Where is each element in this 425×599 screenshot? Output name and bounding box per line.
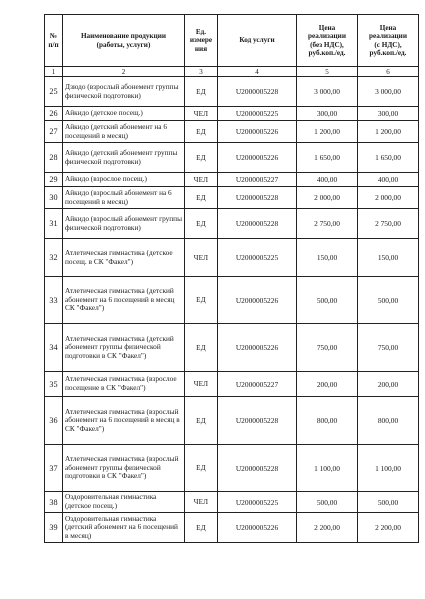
price-with-vat: 200,00: [358, 372, 419, 397]
service-code: U2000005226: [218, 121, 297, 143]
service-name: Атлетическая гимнастика (взрослое посещение в СК "Факел"): [63, 372, 185, 397]
column-number: 6: [358, 67, 419, 77]
service-name: Оздоровительная гимнастика (детский абонемент на 6 посещений в месяц): [63, 513, 185, 543]
price-with-vat: 1 200,00: [358, 121, 419, 143]
price-without-vat: 400,00: [297, 173, 358, 187]
unit-of-measure: ЧЕЛ: [185, 239, 218, 277]
service-name: Айкидо (взрослый абонемент на 6 посещений в месяц): [63, 187, 185, 209]
service-code: U2000005227: [218, 372, 297, 397]
table-row: [45, 173, 419, 187]
service-name: Оздоровительная гимнастика (детское посещ.): [63, 492, 185, 513]
row-number: 27: [45, 121, 63, 143]
unit-of-measure: ЕД: [185, 513, 218, 543]
price-with-vat: 750,00: [358, 324, 419, 372]
price-with-vat: 2 200,00: [358, 513, 419, 543]
price-with-vat: 2 750,00: [358, 209, 419, 239]
price-without-vat: 150,00: [297, 239, 358, 277]
unit-of-measure: ЕД: [185, 445, 218, 492]
unit-of-measure: ЧЕЛ: [185, 173, 218, 187]
row-number: 26: [45, 107, 63, 121]
service-code: U2000005225: [218, 492, 297, 513]
service-code: U2000005225: [218, 239, 297, 277]
price-with-vat: 1 100,00: [358, 445, 419, 492]
row-number: 32: [45, 239, 63, 277]
unit-of-measure: ЕД: [185, 324, 218, 372]
price-without-vat: 500,00: [297, 277, 358, 324]
column-number-row: [45, 67, 419, 77]
price-with-vat: 3 000,00: [358, 77, 419, 107]
price-table: [44, 14, 419, 543]
unit-of-measure: ЧЕЛ: [185, 492, 218, 513]
row-number: 37: [45, 445, 63, 492]
row-number: 31: [45, 209, 63, 239]
unit-of-measure: ЕД: [185, 209, 218, 239]
row-number: 29: [45, 173, 63, 187]
service-name: Атлетическая гимнастика (детское посещ. в СК "Факел"): [63, 239, 185, 277]
service-code: U2000005228: [218, 77, 297, 107]
unit-of-measure: ЕД: [185, 121, 218, 143]
price-without-vat: 200,00: [297, 372, 358, 397]
service-code: U2000005228: [218, 397, 297, 445]
service-name: Атлетическая гимнастика (детский абонемент группы физической подготовки в СК "Факел"): [63, 324, 185, 372]
price-without-vat: 750,00: [297, 324, 358, 372]
service-code: U2000005228: [218, 445, 297, 492]
price-without-vat: 2 750,00: [297, 209, 358, 239]
service-name: Айкидо (детский абонемент на 6 посещений в месяц): [63, 121, 185, 143]
row-number: 30: [45, 187, 63, 209]
price-with-vat: 500,00: [358, 492, 419, 513]
table-row: [45, 239, 419, 277]
service-code: U2000005226: [218, 277, 297, 324]
price-with-vat: 150,00: [358, 239, 419, 277]
price-with-vat: 2 000,00: [358, 187, 419, 209]
service-name: Атлетическая гимнастика (детский абонемент на 6 посещений в месяц СК "Факел"): [63, 277, 185, 324]
table-row: [45, 445, 419, 492]
row-number: 33: [45, 277, 63, 324]
table-row: [45, 107, 419, 121]
header-name: Наименование продукции (работы, услуги): [63, 15, 185, 67]
table-row: [45, 492, 419, 513]
unit-of-measure: ЧЕЛ: [185, 372, 218, 397]
price-without-vat: 1 650,00: [297, 143, 358, 173]
header-code: Код услуги: [218, 15, 297, 67]
unit-of-measure: ЕД: [185, 187, 218, 209]
header-price-no-vat: Цена реализации (без НДС), руб.коп./ед.: [297, 15, 358, 67]
table-row: [45, 209, 419, 239]
table-row: [45, 77, 419, 107]
unit-of-measure: ЕД: [185, 77, 218, 107]
price-without-vat: 800,00: [297, 397, 358, 445]
service-code: U2000005228: [218, 209, 297, 239]
service-name: Айкидо (взрослое посещ.): [63, 173, 185, 187]
service-name: Айкидо (взрослый абонемент группы физической подготовки): [63, 209, 185, 239]
row-number: 34: [45, 324, 63, 372]
price-without-vat: 1 100,00: [297, 445, 358, 492]
column-number: 1: [45, 67, 63, 77]
price-with-vat: 300,00: [358, 107, 419, 121]
header-price-vat: Цена реализации (с НДС), руб.коп./ед.: [358, 15, 419, 67]
column-number: 4: [218, 67, 297, 77]
header-row: [45, 15, 419, 67]
header-num: № п/п: [45, 15, 63, 67]
table-row: [45, 143, 419, 173]
service-code: U2000005225: [218, 107, 297, 121]
service-code: U2000005226: [218, 324, 297, 372]
column-number: 5: [297, 67, 358, 77]
price-without-vat: 2 000,00: [297, 187, 358, 209]
service-code: U2000005228: [218, 187, 297, 209]
price-list-sheet: [44, 14, 418, 543]
service-code: U2000005227: [218, 173, 297, 187]
table-row: [45, 513, 419, 543]
table-row: [45, 121, 419, 143]
price-without-vat: 300,00: [297, 107, 358, 121]
service-name: Айкидо (детский абонемент группы физической подготовки): [63, 143, 185, 173]
price-with-vat: 1 650,00: [358, 143, 419, 173]
column-number: 3: [185, 67, 218, 77]
price-with-vat: 500,00: [358, 277, 419, 324]
price-with-vat: 800,00: [358, 397, 419, 445]
row-number: 39: [45, 513, 63, 543]
service-name: Айкидо (детское посещ.): [63, 107, 185, 121]
row-number: 28: [45, 143, 63, 173]
price-with-vat: 400,00: [358, 173, 419, 187]
unit-of-measure: ЕД: [185, 143, 218, 173]
service-name: Атлетическая гимнастика (взрослый абонемент на 6 посещений в месяц в СК "Факел"): [63, 397, 185, 445]
unit-of-measure: ЧЕЛ: [185, 107, 218, 121]
service-name: Дзюдо (взрослый абонемент группы физической подготовки): [63, 77, 185, 107]
table-row: [45, 187, 419, 209]
price-without-vat: 500,00: [297, 492, 358, 513]
table-row: [45, 372, 419, 397]
header-unit: Ед. измере ния: [185, 15, 218, 67]
service-name: Атлетическая гимнастика (взрослый абонемент группы физической подготовки в СК "Факел"): [63, 445, 185, 492]
row-number: 38: [45, 492, 63, 513]
column-number: 2: [63, 67, 185, 77]
unit-of-measure: ЕД: [185, 397, 218, 445]
row-number: 36: [45, 397, 63, 445]
row-number: 25: [45, 77, 63, 107]
unit-of-measure: ЕД: [185, 277, 218, 324]
service-code: U2000005226: [218, 513, 297, 543]
price-without-vat: 3 000,00: [297, 77, 358, 107]
table-row: [45, 324, 419, 372]
table-row: [45, 397, 419, 445]
price-without-vat: 1 200,00: [297, 121, 358, 143]
row-number: 35: [45, 372, 63, 397]
table-row: [45, 277, 419, 324]
price-without-vat: 2 200,00: [297, 513, 358, 543]
service-code: U2000005226: [218, 143, 297, 173]
price-table-body: [45, 77, 419, 543]
